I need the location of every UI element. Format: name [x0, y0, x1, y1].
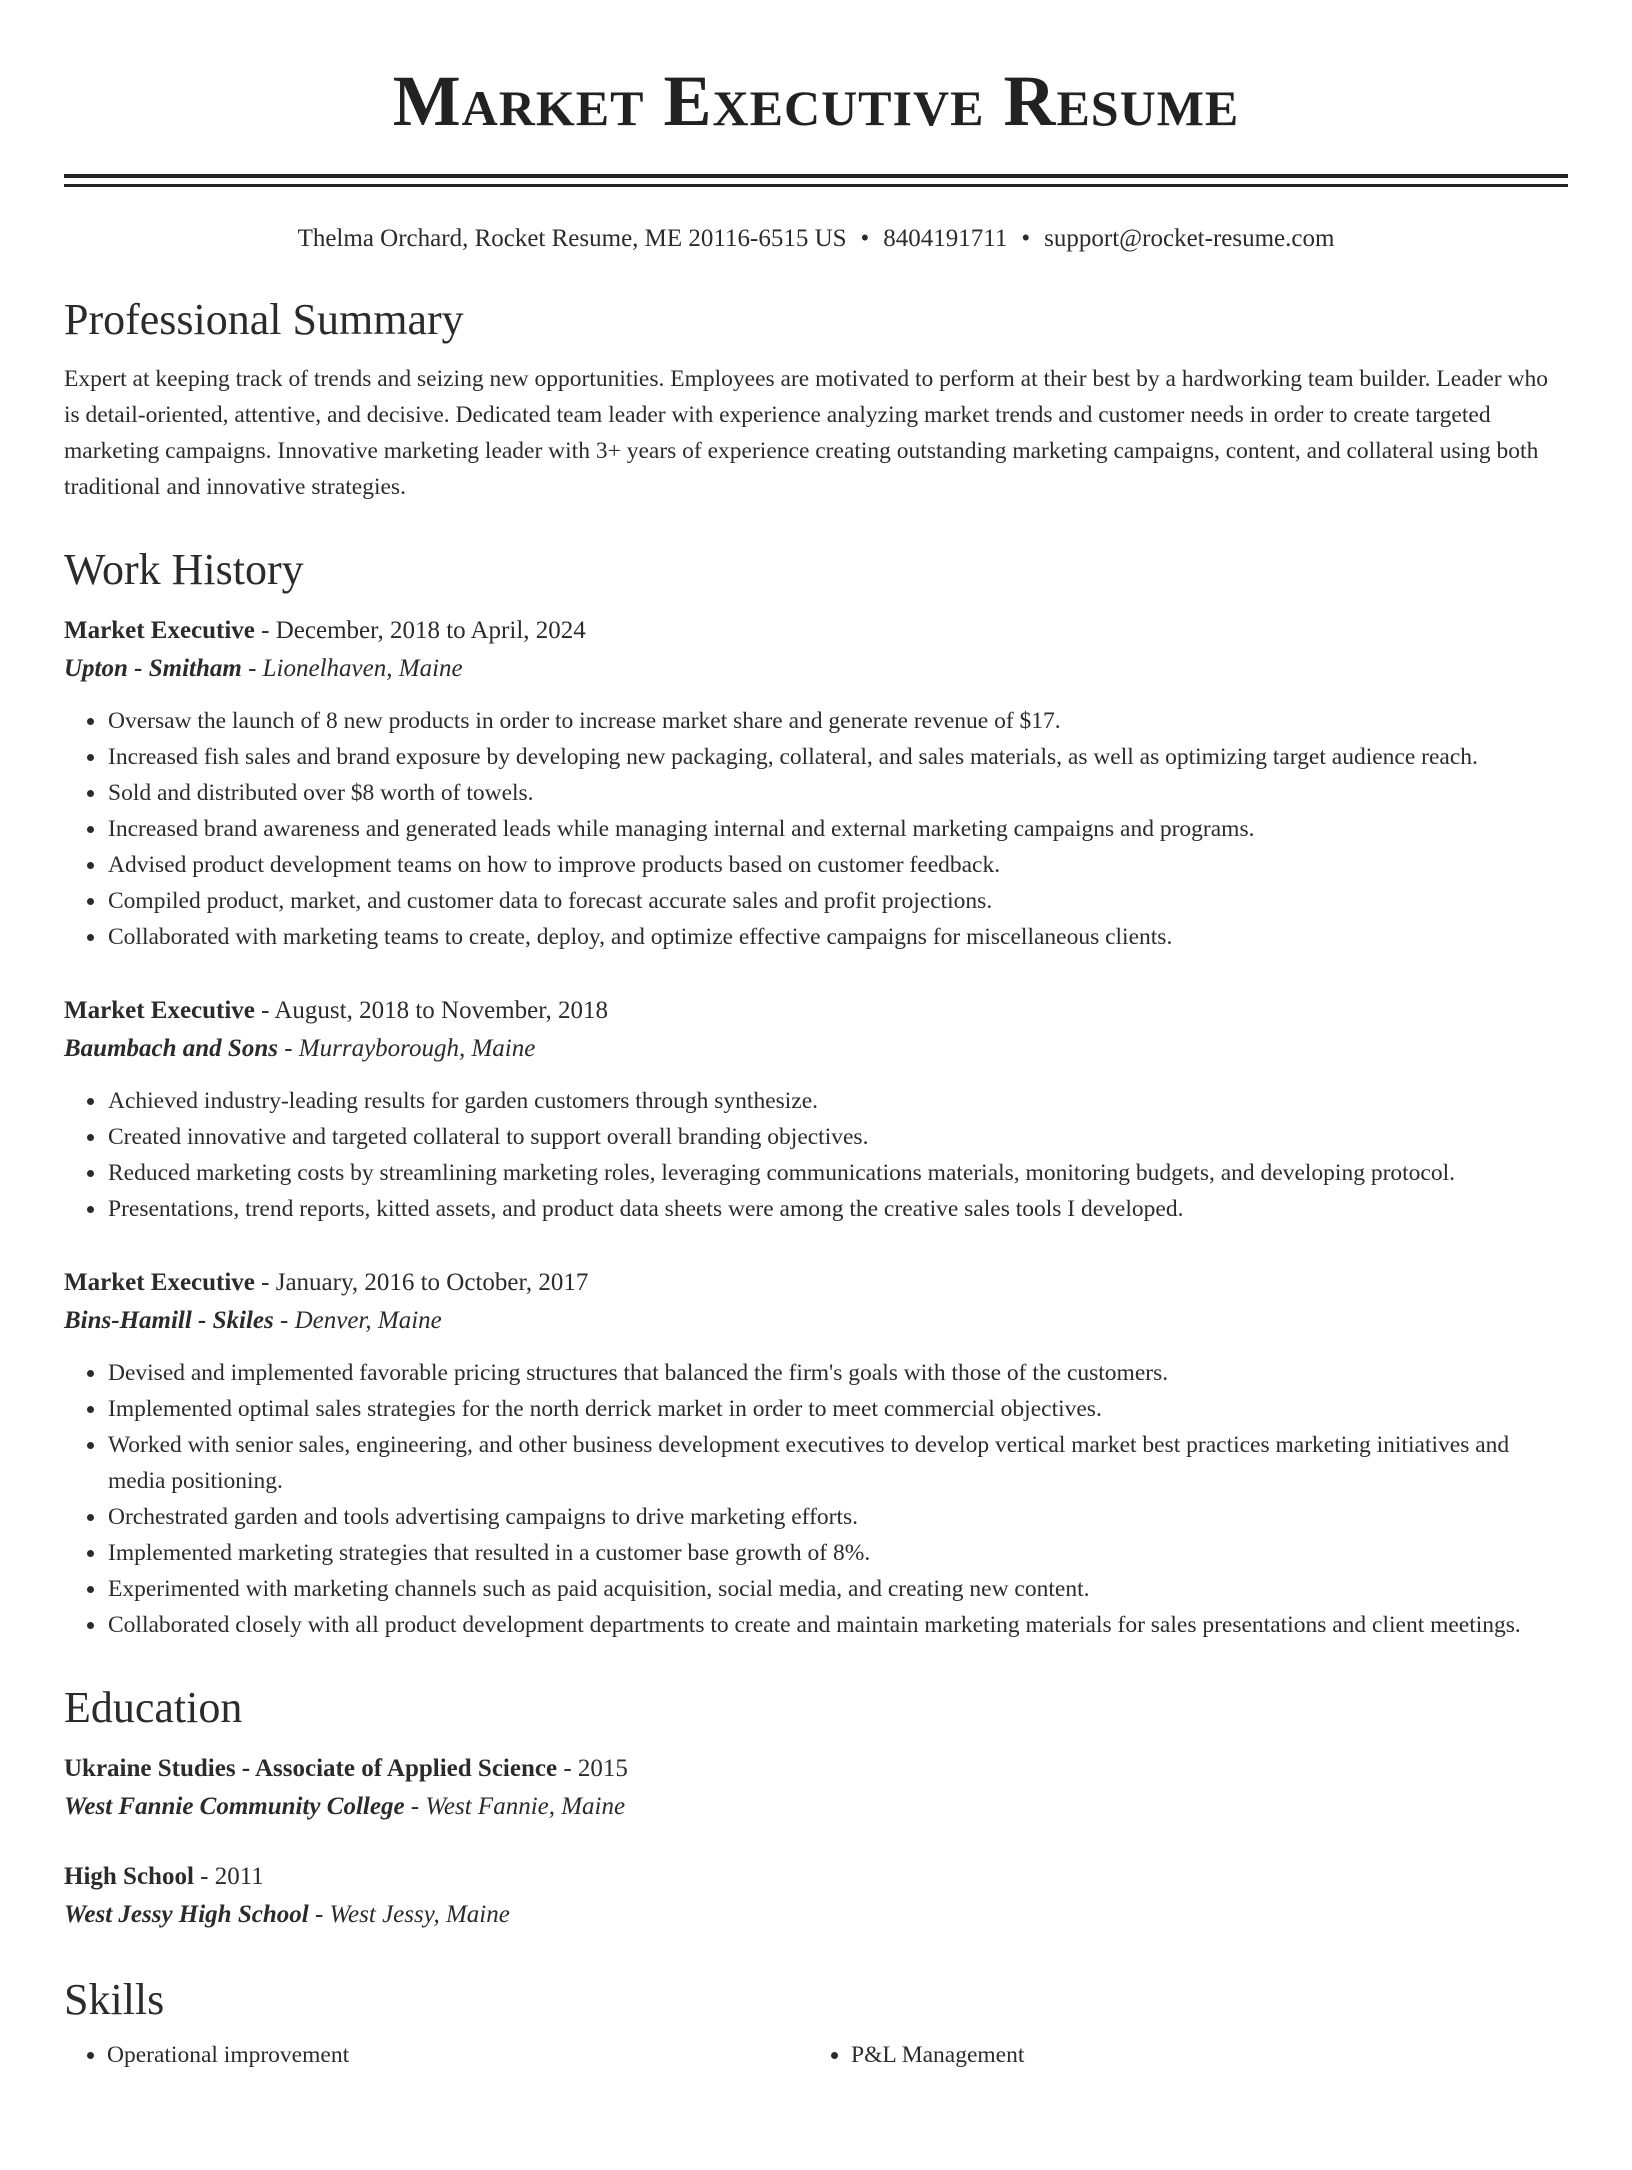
job-bullet: • Orchestrated garden and tools advertising campaigns to drive marketing efforts. — [107, 1499, 1568, 1535]
summary-heading: Professional Summary — [64, 295, 464, 344]
education-school: West Fannie Community College — [64, 1793, 405, 1820]
skill-item: • Operational improvement — [107, 2037, 807, 2073]
contact-separator: • — [860, 225, 870, 252]
contact-email: support@rocket-resume.com — [1044, 225, 1335, 252]
title-divider-thin — [64, 184, 1568, 187]
job-dates: - August, 2018 to November, 2018 — [254, 997, 609, 1024]
summary-text: Expert at keeping track of trends and seizing new opportunities. Employees are motivated to perform at their best by a hardworking team builder. Leader who is detail-oriented, attentive, and decisive. Dedicated team leader with experience analyzing market trends and customer needs in order to create targeted marketing campaigns. Innovative marketing leader with 3+ years of experience creating outstanding marketing campaigns, content, and collateral using both traditional and innovative strategies. — [64, 366, 1548, 500]
job-bullets — [64, 1083, 1568, 1227]
job-bullet: • Presentations, trend reports, kitted assets, and product data sheets were among the creative sales tools I developed. — [107, 1191, 1568, 1227]
job-bullet: • Implemented optimal sales strategies for the north derrick market in order to meet commercial objectives. — [107, 1391, 1568, 1427]
contact-address: Thelma Orchard, Rocket Resume, ME 20116-6515 US — [297, 225, 847, 252]
job-bullet: • Compiled product, market, and customer data to forecast accurate sales and profit projections. — [107, 883, 1568, 919]
job-location: - Denver, Maine — [273, 1307, 442, 1334]
job-bullet: • Achieved industry-leading results for garden customers through synthesize. — [107, 1083, 1568, 1119]
job-bullet: • Implemented marketing strategies that resulted in a customer base growth of 8%. — [107, 1535, 1568, 1571]
contact-separator: • — [1021, 225, 1031, 252]
contact-phone: 8404191711 — [883, 225, 1008, 252]
skills-list — [64, 2037, 1568, 2073]
job-company: Baumbach and Sons — [64, 1035, 278, 1062]
job-location: - Murrayborough, Maine — [277, 1035, 536, 1062]
job-bullets — [64, 1355, 1568, 1643]
education-degree: Ukraine Studies - Associate of Applied Science — [64, 1755, 558, 1782]
education-heading: Education — [64, 1683, 243, 1732]
job-entry — [64, 1265, 1568, 1643]
job-bullet: • Devised and implemented favorable pricing structures that balanced the firm's goals with those of the customers. — [107, 1355, 1568, 1391]
education-entry — [64, 1751, 1568, 1827]
resume-page — [0, 58, 1632, 2073]
education-location: - West Jessy, Maine — [308, 1901, 510, 1928]
job-dates: - January, 2016 to October, 2017 — [254, 1269, 589, 1296]
skill-item: • P&L Management — [851, 2037, 1551, 2073]
job-title: Market Executive — [64, 997, 255, 1024]
job-bullet: • Created innovative and targeted collateral to support overall branding objectives. — [107, 1119, 1568, 1155]
skills-heading: Skills — [64, 1975, 165, 2024]
education-entry — [64, 1859, 1568, 1935]
job-bullet: • Oversaw the launch of 8 new products in order to increase market share and generate revenue of $17. — [107, 703, 1568, 739]
job-entry — [64, 613, 1568, 955]
education-year: - 2011 — [193, 1863, 264, 1890]
contact-line — [64, 223, 1568, 255]
skills-column-left — [64, 2037, 807, 2073]
job-company: Upton - Smitham — [64, 655, 242, 682]
job-title: Market Executive — [64, 617, 255, 644]
skills-column-right — [808, 2037, 1551, 2073]
education-degree: High School — [64, 1863, 194, 1890]
job-bullet: • Collaborated closely with all product development departments to create and maintain marketing materials for sales presentations and client meetings. — [107, 1607, 1568, 1643]
education-location: - West Fannie, Maine — [404, 1793, 626, 1820]
education-year: - 2015 — [557, 1755, 628, 1782]
job-bullet: • Experimented with marketing channels such as paid acquisition, social media, and creating new content. — [107, 1571, 1568, 1607]
job-location: - Lionelhaven, Maine — [241, 655, 463, 682]
job-title: Market Executive — [64, 1269, 255, 1296]
job-dates: - December, 2018 to April, 2024 — [254, 617, 586, 644]
education-school: West Jessy High School — [64, 1901, 309, 1928]
work-history-heading: Work History — [64, 545, 304, 594]
job-bullet: • Reduced marketing costs by streamlining marketing roles, leveraging communications materials, monitoring budgets, and developing protocol. — [107, 1155, 1568, 1191]
job-company: Bins-Hamill - Skiles — [64, 1307, 274, 1334]
job-bullet: • Collaborated with marketing teams to create, deploy, and optimize effective campaigns for miscellaneous clients. — [107, 919, 1568, 955]
resume-title: Market Executive Resume — [392, 61, 1240, 141]
title-divider-thick — [64, 174, 1568, 178]
job-bullet: • Worked with senior sales, engineering, and other business development executives to develop vertical market best practices marketing initiatives and media positioning. — [107, 1427, 1568, 1499]
job-entry — [64, 993, 1568, 1227]
job-bullet: • Advised product development teams on how to improve products based on customer feedback. — [107, 847, 1568, 883]
job-bullet: • Increased brand awareness and generated leads while managing internal and external marketing campaigns and programs. — [107, 811, 1568, 847]
job-bullet: • Increased fish sales and brand exposure by developing new packaging, collateral, and sales materials, as well as optimizing target audience reach. — [107, 739, 1568, 775]
job-bullets — [64, 703, 1568, 955]
job-bullet: • Sold and distributed over $8 worth of towels. — [107, 775, 1568, 811]
